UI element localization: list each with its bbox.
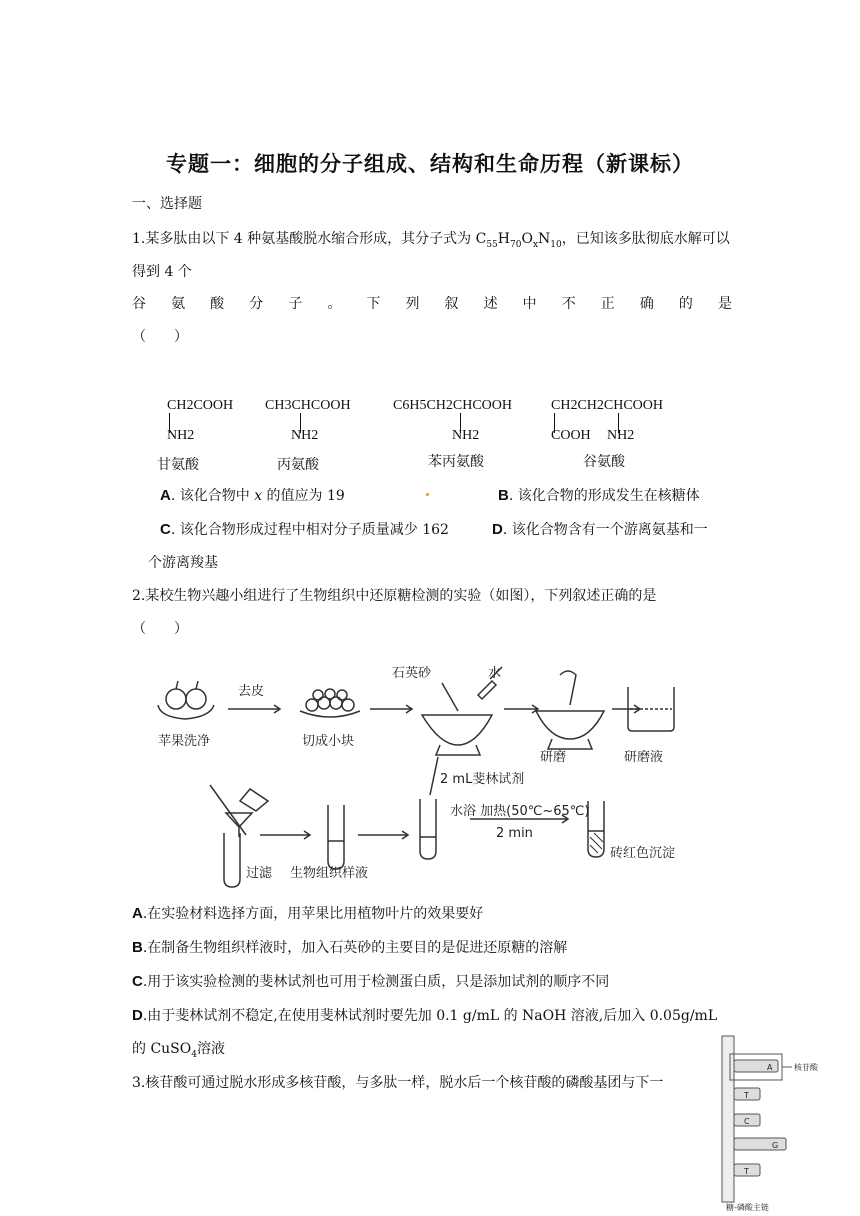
q2-paren: （ ） xyxy=(132,621,188,637)
option-letter: A xyxy=(132,905,143,922)
q2-option-b[interactable]: B.在制备生物组织样液时，加入石英砂的主要目的是促进还原糖的溶解 xyxy=(132,939,568,956)
glutamic-name: 谷氨酸 xyxy=(583,454,625,470)
arrow-icon xyxy=(358,831,408,839)
apple-pieces-icon xyxy=(300,689,360,717)
test-tube-icon xyxy=(328,805,344,869)
alanine-formula: CH3CHCOOH xyxy=(265,398,351,413)
grinding-mortar-icon xyxy=(536,671,604,749)
test-tube-icon xyxy=(420,799,436,859)
page-title: 专题一：细胞的分子组成、结构和生命历程（新课标） xyxy=(166,152,694,176)
label-precipitate: 砖红色沉淀 xyxy=(610,846,676,861)
q2-option-d-cont: 的 CuSO$_4$溶液 xyxy=(132,1041,225,1060)
backbone-bar xyxy=(722,1036,734,1202)
stem-char: 子 xyxy=(288,296,303,312)
glycine-name: 甘氨酸 xyxy=(157,457,199,473)
step-grind: 研磨 xyxy=(540,750,567,765)
stem-char: 叙 xyxy=(444,296,459,312)
phenylalanine-name: 苯丙氨酸 xyxy=(428,454,484,470)
step-apple-wash: 苹果洗净 xyxy=(158,734,211,749)
q3-stem: 3.核苷酸可通过脱水形成多核苷酸，与多肽一样，脱水后一个核苷酸的磷酸基团与下一 xyxy=(132,1075,664,1091)
label-nucleotide: 核苷酸 xyxy=(794,1063,818,1072)
option-letter: D xyxy=(132,1007,143,1024)
arrow-icon xyxy=(430,757,438,795)
q2-option-d[interactable]: D.由于斐林试剂不稳定,在使用斐林试剂时要先加 0.1 g/mL 的 NaOH 溶液,后加入 0.05g/mL xyxy=(132,1007,718,1024)
label-time: 2 min xyxy=(496,826,533,841)
base-letter: A xyxy=(767,1063,773,1072)
q2-option-c[interactable]: C.用于该实验检测的斐林试剂也可用于检测蛋白质，只是添加试剂的顺序不同 xyxy=(132,973,610,990)
q1-stem-line1: 1.某多肽由以下 4 种氨基酸脱水缩合形成，其分子式为 $C_{55}H_{70}O_xN_{10}$，已知该多肽彻底水解可以 xyxy=(132,231,730,250)
q1-option-d[interactable]: D. 该化合物含有一个游离氨基和一 xyxy=(492,521,708,538)
glutamic-cooh: COOH xyxy=(551,428,591,443)
label-fehling-reagent: 2 mL斐林试剂 xyxy=(440,772,525,787)
option-letter: D xyxy=(492,521,503,538)
label-water-bath: 水浴 加热(50℃~65℃) xyxy=(450,804,590,819)
option-letter: C xyxy=(132,973,143,990)
stem-char: 谷 xyxy=(132,296,146,312)
step-grind-liquid: 研磨液 xyxy=(624,750,664,765)
stem-char: 述 xyxy=(483,296,498,312)
glutamic-nh2: NH2 xyxy=(607,428,635,443)
stem-char: 氨 xyxy=(171,296,186,312)
stray-dot xyxy=(426,493,429,496)
q1-option-b[interactable]: B. 该化合物的形成发生在核糖体 xyxy=(498,487,700,504)
stem-char: 酸 xyxy=(210,296,225,312)
label-quartz-sand: 石英砂 xyxy=(392,666,432,681)
step-peel: 去皮 xyxy=(238,684,265,699)
arrow-icon xyxy=(260,831,310,839)
base-letter: C xyxy=(744,1117,750,1126)
stem-char: 是 xyxy=(717,296,732,312)
base-letter: T xyxy=(744,1167,749,1176)
phenylalanine-formula: C6H5CH2CHCOOH xyxy=(393,398,513,413)
glutamic-formula: CH2CH2CHCOOH xyxy=(551,398,664,413)
stem-char: 的 xyxy=(678,296,693,312)
step-filter: 过滤 xyxy=(246,866,273,881)
option-letter: A xyxy=(160,487,171,504)
arrow-icon xyxy=(504,705,538,713)
experiment-diagram xyxy=(140,665,720,895)
apple-icon xyxy=(158,681,214,719)
q1-option-c[interactable]: C. 该化合物形成过程中相对分子质量减少 162 xyxy=(160,521,449,538)
q1-stem-line3 xyxy=(132,293,732,313)
q1-option-a[interactable]: A. 该化合物中 x 的值应为 19 xyxy=(160,487,345,504)
step-sample: 生物组织样液 xyxy=(290,866,369,881)
stem-char: 确 xyxy=(639,296,654,312)
glycine-nh2: NH2 xyxy=(167,428,195,443)
label-backbone: 糖-磷酸主链 xyxy=(726,1203,769,1212)
stem-char: 下 xyxy=(366,296,381,312)
base-letter: T xyxy=(744,1091,749,1100)
option-letter: B xyxy=(498,487,509,504)
alanine-name: 丙氨酸 xyxy=(277,457,319,473)
q2-option-a[interactable]: A.在实验材料选择方面，用苹果比用植物叶片的效果要好 xyxy=(132,905,484,922)
section-heading: 一、选择题 xyxy=(132,196,202,212)
glycine-formula: CH2COOH xyxy=(167,398,234,413)
nucleotide-chain-figure xyxy=(712,1032,852,1212)
q2-stem: 2.某校生物兴趣小组进行了生物组织中还原糖检测的实验（如图），下列叙述正确的是 xyxy=(132,588,657,604)
option-letter: B xyxy=(132,939,143,956)
phenylalanine-nh2: NH2 xyxy=(452,428,480,443)
stem-char: 不 xyxy=(561,296,576,312)
alanine-nh2: NH2 xyxy=(291,428,319,443)
step-cut: 切成小块 xyxy=(302,734,355,749)
q1-stem-line2: 得到 4 个 xyxy=(132,264,192,280)
stem-char: 。 xyxy=(327,296,342,312)
label-water: 水 xyxy=(488,666,502,681)
arrow-icon xyxy=(228,705,280,713)
base-letter: G xyxy=(772,1141,779,1150)
stem-char: 正 xyxy=(600,296,615,312)
stem-char: 列 xyxy=(405,296,420,312)
stem-char: 中 xyxy=(522,296,537,312)
option-letter: C xyxy=(160,521,171,538)
q1-paren: （ ） xyxy=(132,329,188,345)
q1-option-d-cont: 个游离羧基 xyxy=(148,555,218,571)
arrow-icon xyxy=(370,705,412,713)
stem-char: 分 xyxy=(249,296,264,312)
result-tube-icon xyxy=(588,801,604,857)
